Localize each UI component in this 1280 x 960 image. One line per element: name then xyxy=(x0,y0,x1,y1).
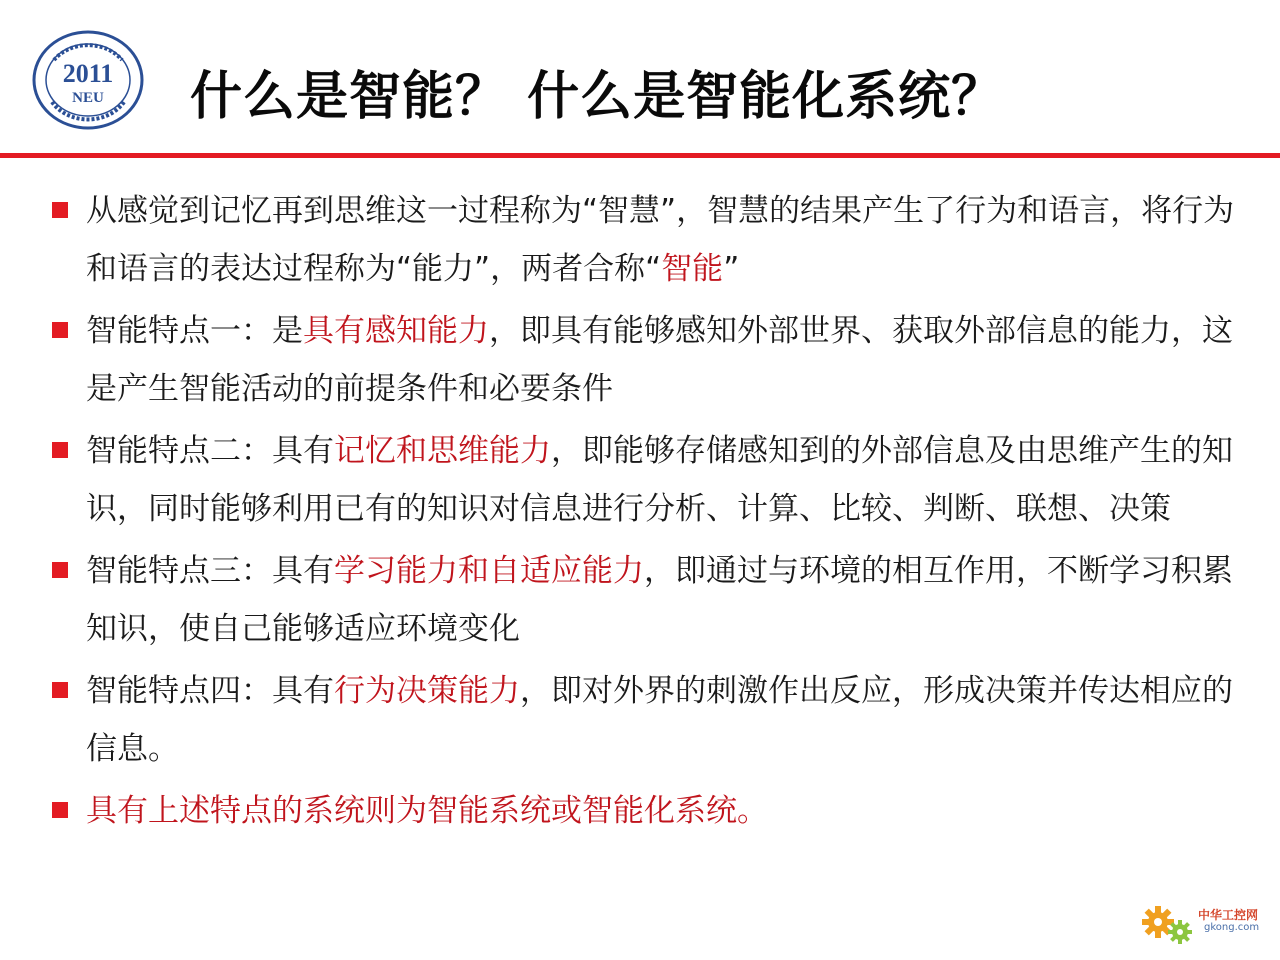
bullet-text: 智能特点二：具有 xyxy=(86,433,334,469)
bullet-square-icon xyxy=(52,682,68,698)
bullet-item xyxy=(50,542,1240,658)
bullet-item xyxy=(50,422,1240,538)
bullet-square-icon xyxy=(52,202,68,218)
watermark-url: gkong.com xyxy=(1204,922,1260,933)
bullet-text-tail: ，即具有能够感知外部世界、获取外部信息的能力，这是产生智能活动的前提条件和必要条件 xyxy=(86,313,1233,407)
bullet-text-tail: ” xyxy=(723,251,740,287)
bullet-item xyxy=(50,182,1240,298)
bullet-list xyxy=(50,182,1240,844)
bullet-item xyxy=(50,302,1240,418)
watermark xyxy=(1138,898,1274,950)
gear-icon xyxy=(1138,898,1198,950)
bullet-text: 智能特点四：具有 xyxy=(86,673,334,709)
bullet-text: 智能特点一：是 xyxy=(86,313,303,349)
bullet-text-tail: ，即通过与环境的相互作用，不断学习积累知识，使自己能够适应环境变化 xyxy=(86,553,1233,647)
bullet-highlight: 具有感知能力 xyxy=(303,313,489,349)
slide-title: 什么是智能？ 什么是智能化系统？ xyxy=(190,67,1005,127)
university-logo xyxy=(32,30,144,130)
logo-abbr: NEU xyxy=(72,90,104,106)
bullet-highlight: 智能 xyxy=(661,251,724,287)
bullet-highlight: 记忆和思维能力 xyxy=(334,433,551,469)
bullet-square-icon xyxy=(52,322,68,338)
bullet-text-tail: ，即对外界的刺激作出反应，形成决策并传达相应的信息。 xyxy=(86,673,1233,767)
bullet-square-icon xyxy=(52,442,68,458)
bullet-item xyxy=(50,662,1240,778)
bullet-item xyxy=(50,782,1240,840)
bullet-text: 智能特点三：具有 xyxy=(86,553,334,589)
bullet-highlight: 行为决策能力 xyxy=(334,673,520,709)
bullet-square-icon xyxy=(52,562,68,578)
bullet-text: 从感觉到记忆再到思维这一过程称为“智慧”，智慧的结果产生了行为和语言，将行为和语言的表达过程称为“能力”，两者合称“ xyxy=(86,193,1235,287)
watermark-text: 中华工控网 xyxy=(1198,908,1259,922)
bullet-highlight: 具有上述特点的系统则为智能系统或智能化系统。 xyxy=(86,793,768,829)
bullet-highlight: 学习能力和自适应能力 xyxy=(334,553,644,589)
bullet-text-tail: ，即能够存储感知到的外部信息及由思维产生的知识，同时能够利用已有的知识对信息进行分析、计算、比较、判断、联想、决策 xyxy=(86,433,1233,527)
bullet-square-icon xyxy=(52,802,68,818)
title-divider xyxy=(0,153,1280,158)
logo-year: 2011 xyxy=(62,59,114,88)
